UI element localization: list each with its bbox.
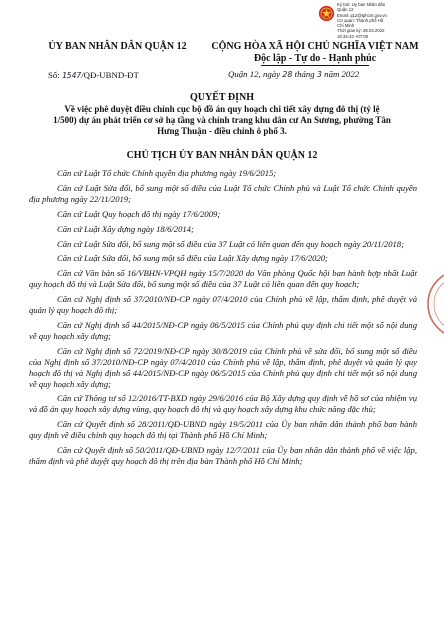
legal-basis-item: Căn cứ Nghị định số 72/2019/NĐ-CP ngày 30/8/2019 của Chính phủ về sửa đổi, bổ sung một số điều của Nghị định số 37/2010/NĐ-CP ngày 07/4/2010 của Chính phủ về lập, thẩm định, phê duyệt và quản lý quy hoạch đô thị và Nghị định số 44/2015/NĐ-CP ngày 06/5/2015 của Chính phủ quy định chi tiết một số nội dung về quy hoạch xây dựng; — [29, 345, 417, 389]
legal-basis-item: Căn cứ Thông tư số 12/2016/TT-BXD ngày 29/6/2016 của Bộ Xây dựng quy định về hồ sơ của nhiệm vụ và đồ án quy hoạch xây dựng vùng, quy hoạch đô thị và quy hoạch xây dựng khu chức năng đặc thù; — [29, 393, 417, 415]
legal-basis-item: Căn cứ Nghị định số 37/2010/NĐ-CP ngày 07/4/2010 của Chính phủ về lập, thẩm định, phê duyệt và quản lý quy hoạch đô thị; — [29, 294, 417, 316]
signature-line: Thời gian ký: 28.03.2022 — [337, 28, 385, 34]
legal-basis-item: Căn cứ Luật Sửa đổi, bổ sung một số điều của Luật Xây dựng ngày 17/6/2020; — [57, 253, 328, 264]
signature-line: Chí Minh — [337, 23, 355, 29]
date-middle: tháng — [292, 69, 317, 79]
date-month-handwritten: 3 — [316, 70, 322, 79]
issuing-organization: ỦY BAN NHÂN DÂN QUẬN 12 — [48, 41, 187, 52]
legal-basis-item: Căn cứ Luật Sửa đổi, bổ sung một số điều của 37 Luật có liên quan đến quy hoạch ngày 20/11/2018; — [57, 238, 404, 249]
signature-line: Quận 12 — [337, 7, 354, 13]
date-day-handwritten: 28 — [282, 70, 293, 79]
document-number — [48, 70, 139, 80]
signature-line: 15:34:43 +07:00 — [337, 33, 369, 39]
signature-line: Email: q12@tphcm.gov.vn — [337, 12, 387, 18]
official-seal-partial — [422, 240, 444, 368]
national-header — [206, 41, 424, 66]
chairman-heading: CHỦ TỊCH ỦY BAN NHÂN DÂN QUẬN 12 — [126, 150, 318, 161]
legal-basis-item: Căn cứ Văn bản số 16/VBHN-VPQH ngày 15/7/2020 do Văn phòng Quốc hội ban hành hợp nhất Luật quy hoạch đô thị và Luật Sửa đổi, bổ sung một số điều của 37 Luật có liên quan đến quy hoạch; — [29, 268, 417, 290]
legal-basis-item: Căn cứ Luật Tổ chức Chính quyền địa phương ngày 19/6/2015; — [57, 168, 277, 178]
legal-basis-item: Căn cứ Nghị định số 44/2015/NĐ-CP ngày 06/5/2015 của Chính phủ quy định chi tiết một số nội dung về quy hoạch xây dựng; — [29, 319, 417, 341]
national-motto: Độc lập - Tự do - Hạnh phúc — [253, 53, 377, 64]
document-title: QUYẾT ĐỊNH — [190, 92, 254, 103]
issue-date — [228, 69, 359, 79]
date-suffix: năm 2022 — [321, 69, 360, 79]
signature-line: Cơ quan: Thành phố Hồ — [337, 17, 384, 23]
doc-number-handwritten: 1547 — [61, 71, 82, 80]
document-subject: Về việc phê duyệt điều chỉnh cục bộ đồ án quy hoạch chi tiết xây dựng đô thị (tỷ lệ 1/500) dự án phát triển cơ sở hạ tầng và chỉnh trang khu dân cư An Sương, phường Tân Hưng Thuận - điều chỉnh ô phố 3. — [53, 104, 391, 136]
legal-basis-item: Căn cứ Luật Quy hoạch đô thị ngày 17/6/2009; — [57, 208, 221, 219]
national-emblem-icon — [318, 5, 335, 22]
date-prefix: Quận 12, ngày — [228, 69, 283, 79]
legal-basis-item: Căn cứ Quyết định số 50/2011/QĐ-UBND ngày 12/7/2011 của Ủy ban nhân dân thành phố về việc lập, thẩm định và phê duyệt quy hoạch đô thị trên địa bàn Thành phố Hồ Chí Minh; — [29, 445, 417, 466]
legal-basis-item: Căn cứ Luật Sửa đổi, bổ sung một số điều của Luật Tổ chức Chính phủ và Luật Tổ chức Chính quyền địa phương ngày 22/11/2019; — [29, 182, 417, 204]
legal-basis-item: Căn cứ Quyết định số 28/2011/QĐ-UBND ngày 19/5/2011 của Ủy ban nhân dân thành phố ban hành quy định về điều chỉnh quy hoạch đô thị tại Thành phố Hồ Chí Minh; — [29, 419, 417, 441]
doc-number-suffix: /QĐ-UBND-ĐT — [81, 70, 139, 80]
legal-basis-list — [29, 168, 417, 471]
country-name: CỘNG HÒA XÃ HỘI CHỦ NGHĨA VIỆT NAM — [211, 41, 419, 52]
doc-number-prefix: Số: — [48, 70, 62, 80]
legal-basis-item: Căn cứ Luật Xây dựng ngày 18/6/2014; — [57, 223, 194, 234]
signature-line: Ký bởi: Ủy ban Nhân dân — [337, 2, 386, 7]
motto-underline — [261, 65, 369, 66]
seal-icon — [422, 240, 444, 368]
